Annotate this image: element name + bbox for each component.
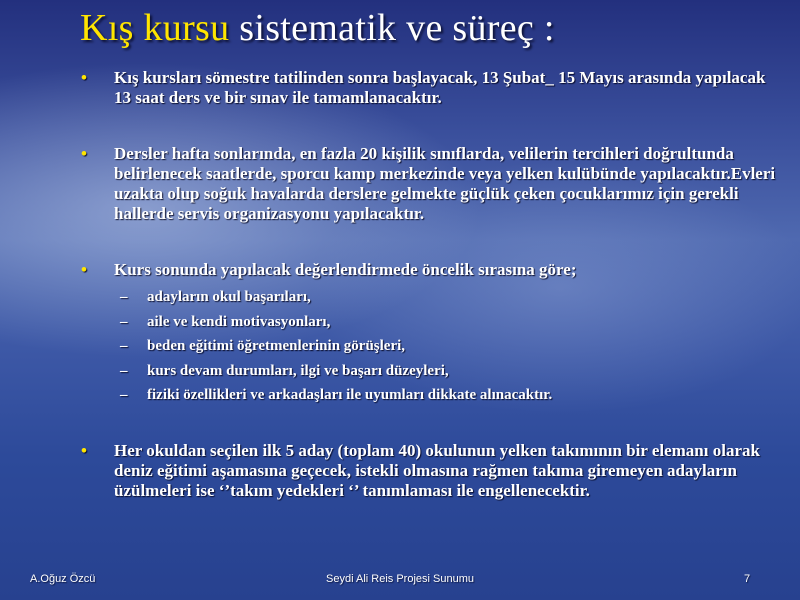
bullet-text: Kış kursları sömestre tatilinden sonra başlayacak, 13 Şubat_ 15 Mayıs arasında yapılacak 13 saat ders ve bir sınav ile tamamlanacaktır. bbox=[114, 68, 766, 107]
sub-item bbox=[114, 385, 780, 405]
sub-item bbox=[114, 312, 780, 332]
slide-title-accent: Kış kursu bbox=[80, 7, 230, 49]
sub-item bbox=[114, 287, 780, 307]
sub-item bbox=[114, 336, 780, 356]
footer-presentation-title: Seydi Ali Reis Projesi Sunumu bbox=[326, 573, 474, 585]
sub-item-text: beden eğitimi öğretmenlerinin görüşleri, bbox=[147, 338, 406, 354]
bullet-item bbox=[80, 260, 780, 405]
sub-item-text: fiziki özellikleri ve arkadaşları ile uyumları dikkate alınacaktır. bbox=[147, 387, 553, 403]
dash-icon: – bbox=[120, 362, 128, 379]
dash-icon: – bbox=[120, 338, 128, 354]
slide-title bbox=[80, 6, 555, 50]
bullet-item bbox=[80, 68, 780, 108]
sub-list bbox=[114, 287, 780, 405]
sub-item-text: kurs devam durumları, ilgi ve başarı düzeyleri, bbox=[147, 362, 449, 379]
bullet-icon: • bbox=[81, 144, 87, 163]
bullet-icon: • bbox=[81, 441, 87, 460]
slide-content bbox=[80, 68, 780, 537]
dash-icon: – bbox=[120, 289, 128, 305]
bullet-item bbox=[80, 144, 780, 224]
sub-item-text: aile ve kendi motivasyonları, bbox=[147, 313, 331, 330]
sub-item-text: adayların okul başarıları, bbox=[147, 289, 311, 305]
bullet-text: Her okuldan seçilen ilk 5 aday (toplam 40) okulunun yelken takımının bir elemanı olarak deniz eğitimi aşamasına geçecek, istekli olmasına rağmen takıma giremeyen adayların üzülmeleri ise ‘’takım yedekleri ‘’ tanımlaması ile engellenecektir. bbox=[114, 441, 760, 500]
bullet-text: Kurs sonunda yapılacak değerlendirmede öncelik sırasına göre; bbox=[114, 260, 577, 279]
footer-author: A.Oğuz Özcü bbox=[30, 573, 96, 585]
footer-page-number: 7 bbox=[744, 573, 751, 585]
dash-icon: – bbox=[120, 313, 128, 330]
bullet-text: Dersler hafta sonlarında, en fazla 20 kişilik sınıflarda, velilerin tercihleri doğrultunda belirlenecek saatlerde, sporcu kamp merkezinde veya yelken kulübünde yapılacaktır.Evleri uzakta olup soğuk havalarda derslere gelmekte güçlük çeken çocuklarımız için gerekli hallerde servis organizasyonu yapılacaktır. bbox=[114, 144, 776, 223]
bullet-item bbox=[80, 441, 780, 501]
bullet-icon: • bbox=[81, 68, 87, 87]
sub-item bbox=[114, 361, 780, 381]
bullet-icon: • bbox=[81, 260, 87, 279]
slide-title-rest: sistematik ve süreç : bbox=[239, 7, 555, 49]
dash-icon: – bbox=[120, 387, 128, 403]
